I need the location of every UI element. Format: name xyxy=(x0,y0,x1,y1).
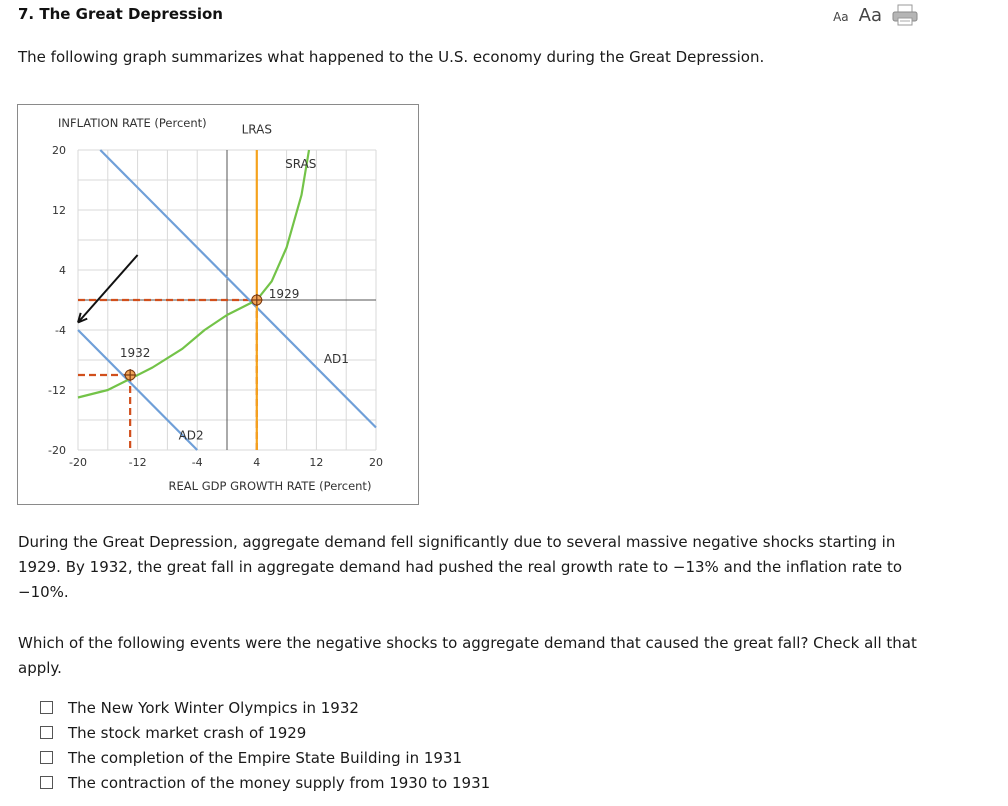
option-3[interactable] xyxy=(40,745,490,770)
checkbox[interactable] xyxy=(40,751,53,764)
y-tick-label: 20 xyxy=(52,144,66,157)
x-tick-label: 20 xyxy=(369,456,383,469)
y-axis-title: INFLATION RATE (Percent) xyxy=(58,116,207,130)
chart-svg xyxy=(18,105,418,504)
intro-text: The following graph summarizes what happened to the U.S. economy during the Great Depression. xyxy=(18,48,765,66)
y-tick-label: -20 xyxy=(48,444,66,457)
point-label-1932: 1932 xyxy=(119,346,151,360)
x-tick-label: -4 xyxy=(191,456,203,469)
curve-label-ad1: AD1 xyxy=(323,352,349,366)
font-size-large-button[interactable]: Aa xyxy=(858,4,882,26)
y-tick-label: -4 xyxy=(55,324,66,337)
option-4[interactable] xyxy=(40,770,490,795)
option-1[interactable] xyxy=(40,695,490,720)
y-tick-label: 12 xyxy=(52,204,66,217)
curve-label-sras: SRAS xyxy=(285,157,317,171)
toolbar xyxy=(833,4,918,26)
option-label: The completion of the Empire State Building in 1931 xyxy=(68,748,463,767)
context-paragraph: During the Great Depression, aggregate demand fell significantly due to several massive negative shocks starting in 1929. By 1932, the great fall in aggregate demand had pushed the real growth rate to −13% and the inflation rate to −10%. xyxy=(18,533,903,601)
point-label-1929: 1929 xyxy=(268,287,300,301)
x-tick-label: 12 xyxy=(309,456,324,469)
curve-label-lras: LRAS xyxy=(241,122,272,137)
option-label: The contraction of the money supply from 1930 to 1931 xyxy=(68,773,491,792)
ad-as-graph xyxy=(17,104,419,505)
checkbox[interactable] xyxy=(40,701,53,714)
question-prompt: Which of the following events were the negative shocks to aggregate demand that caused the great fall? Check all that apply. xyxy=(18,634,917,677)
checkbox[interactable] xyxy=(40,776,53,789)
curve-ad1 xyxy=(100,150,376,428)
x-tick-label: -12 xyxy=(128,456,147,469)
print-icon[interactable] xyxy=(892,4,918,26)
y-tick-label: 4 xyxy=(59,264,66,277)
answer-options xyxy=(40,695,490,795)
option-label: The stock market crash of 1929 xyxy=(68,723,307,742)
checkbox[interactable] xyxy=(40,726,53,739)
y-tick-label: -12 xyxy=(48,384,66,397)
question-title: 7. The Great Depression xyxy=(18,5,223,23)
x-tick-label: -20 xyxy=(69,456,87,469)
option-label: The New York Winter Olympics in 1932 xyxy=(68,698,359,717)
font-size-small-button[interactable]: Aa xyxy=(833,10,849,24)
x-tick-label: 4 xyxy=(253,456,261,469)
x-axis-title: REAL GDP GROWTH RATE (Percent) xyxy=(168,479,372,493)
option-2[interactable] xyxy=(40,720,490,745)
curve-label-ad2: AD2 xyxy=(178,428,204,443)
